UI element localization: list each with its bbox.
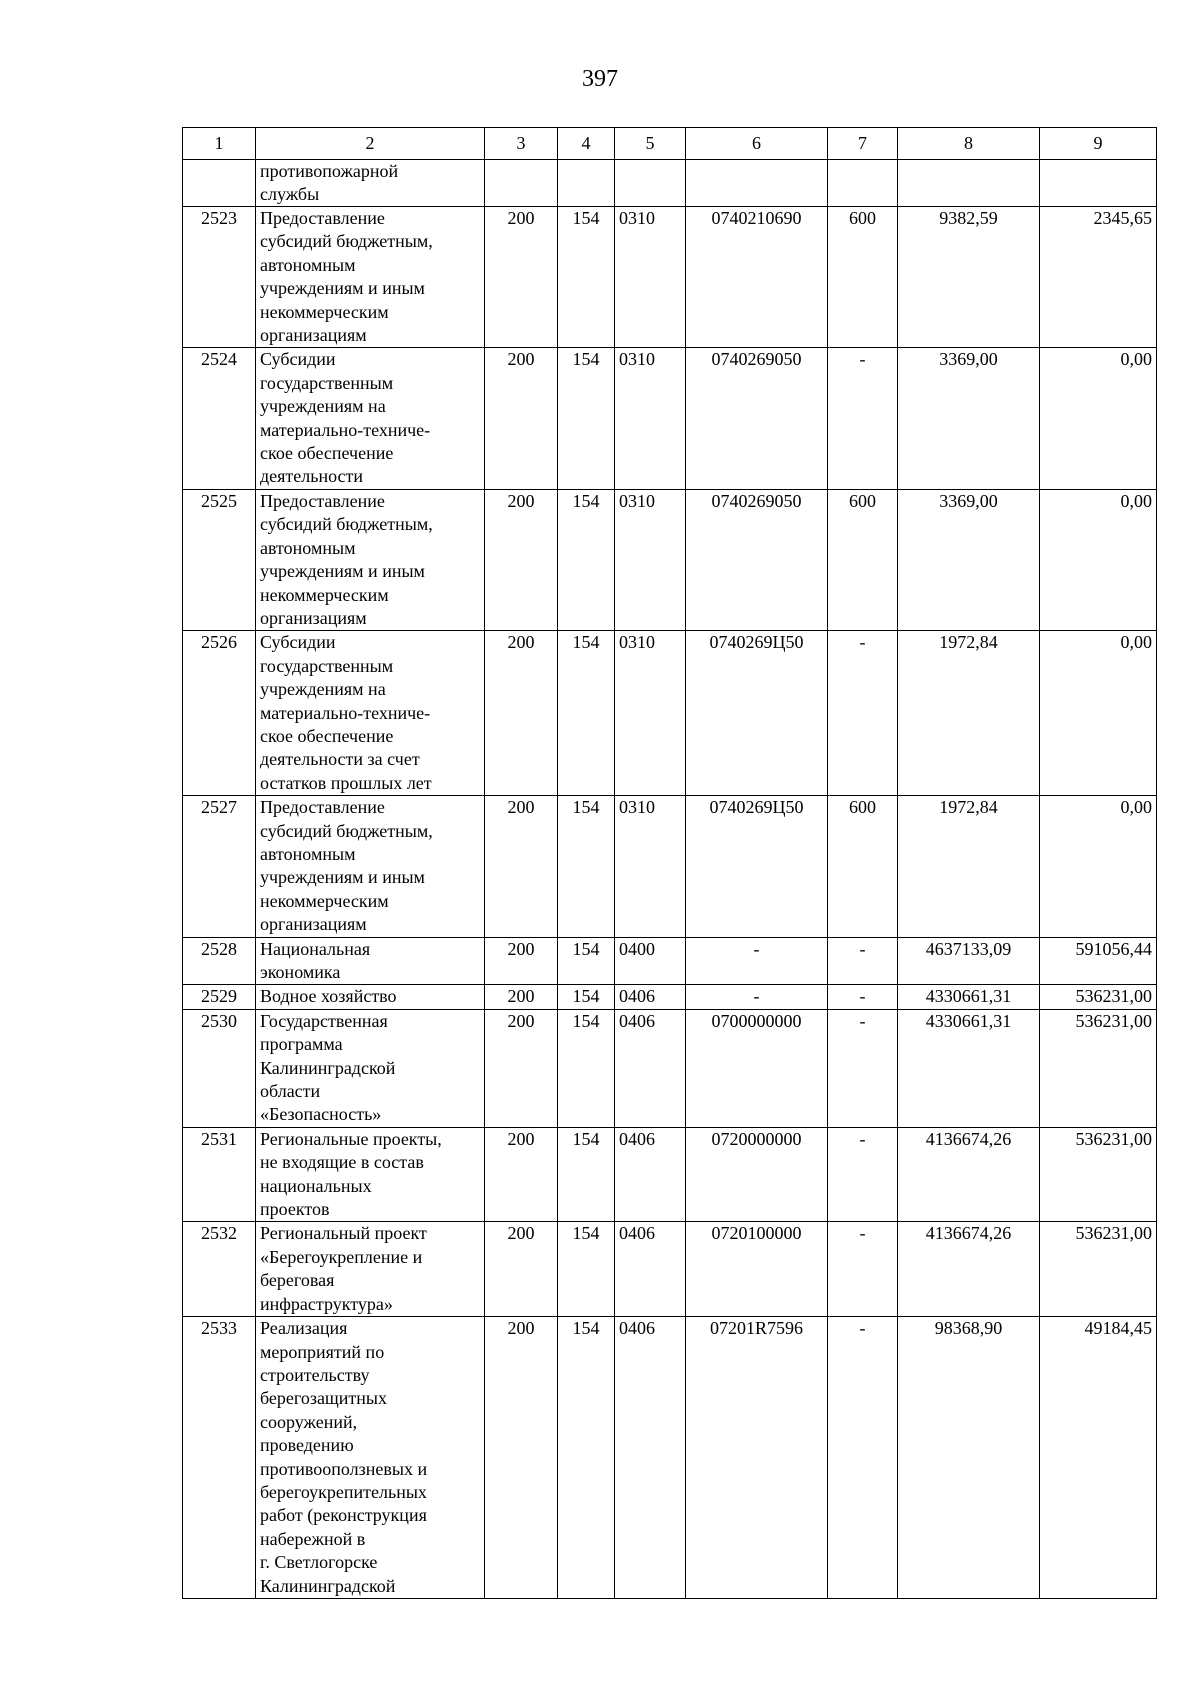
name-line: организациям <box>260 607 367 628</box>
table-row <box>183 489 1157 630</box>
name-line: организациям <box>260 325 367 346</box>
name-line: Субсидии <box>260 349 336 370</box>
row-number-cell: 2526 <box>183 631 256 796</box>
name-line: строительству <box>260 1364 370 1385</box>
name-line: субсидий бюджетным, <box>260 820 433 841</box>
name-line: автономным <box>260 843 356 864</box>
header-cell: 2 <box>256 128 485 160</box>
cell-col3: 200 <box>485 985 558 1009</box>
cell-col3: 200 <box>485 1317 558 1599</box>
cell-col3: 200 <box>485 631 558 796</box>
table-row <box>183 348 1157 489</box>
name-line: деятельности за счет <box>260 749 420 770</box>
cell-col3: 200 <box>485 1222 558 1317</box>
name-line: учреждениям и иным <box>260 278 425 299</box>
header-row <box>183 128 1157 160</box>
cell-col8: 4136674,26 <box>898 1222 1040 1317</box>
cell-col4: 154 <box>558 1317 615 1599</box>
cell-col8: 4330661,31 <box>898 1009 1040 1127</box>
row-number-cell: 2530 <box>183 1009 256 1127</box>
cell-col8: 1972,84 <box>898 631 1040 796</box>
cell-col5: 0406 <box>615 985 686 1009</box>
cell-col5: 0310 <box>615 631 686 796</box>
cell-col6: 0700000000 <box>686 1009 828 1127</box>
header-cell: 3 <box>485 128 558 160</box>
name-line: противопожарной <box>260 161 399 181</box>
cell-col9: 49184,45 <box>1040 1317 1157 1599</box>
name-line: Национальная <box>260 938 371 959</box>
row-number-cell: 2531 <box>183 1127 256 1222</box>
header-cell: 9 <box>1040 128 1157 160</box>
name-line: экономика <box>260 962 341 982</box>
name-line: набережной в <box>260 1528 366 1549</box>
cell-col6: - <box>686 985 828 1009</box>
cell-col9: 536231,00 <box>1040 1009 1157 1127</box>
name-line: программа <box>260 1034 343 1055</box>
cell-col5: 0406 <box>615 1009 686 1127</box>
name-line: материально-техниче- <box>260 702 431 723</box>
name-line: автономным <box>260 254 356 275</box>
row-name-cell <box>256 489 485 630</box>
table-row <box>183 985 1157 1009</box>
row-name-cell <box>256 1222 485 1317</box>
cell-col7: - <box>828 1127 898 1222</box>
name-line: национальных <box>260 1175 372 1196</box>
name-line: некоммерческим <box>260 890 389 911</box>
name-line: деятельности <box>260 466 364 487</box>
name-line: противооползневых и <box>260 1458 428 1479</box>
cell-col5 <box>615 160 686 207</box>
cell-col4: 154 <box>558 489 615 630</box>
name-line: Государственная <box>260 1010 388 1031</box>
cell-col9: 0,00 <box>1040 489 1157 630</box>
cell-col4 <box>558 160 615 207</box>
cell-col7: 600 <box>828 489 898 630</box>
name-line: остатков прошлых лет <box>260 772 432 793</box>
row-number-cell: 2529 <box>183 985 256 1009</box>
cell-col5: 0310 <box>615 348 686 489</box>
row-number-cell: 2528 <box>183 937 256 985</box>
table-row <box>183 1222 1157 1317</box>
cell-col7: 600 <box>828 207 898 348</box>
cell-col8: 3369,00 <box>898 489 1040 630</box>
name-line: некоммерческим <box>260 584 389 605</box>
name-line: «Берегоукрепление и <box>260 1246 423 1267</box>
name-line: некоммерческим <box>260 301 389 322</box>
header-cell: 6 <box>686 128 828 160</box>
cell-col5: 0406 <box>615 1222 686 1317</box>
row-number-cell: 2524 <box>183 348 256 489</box>
cell-col5: 0310 <box>615 207 686 348</box>
cell-col6: 0740269Ц50 <box>686 631 828 796</box>
table-row <box>183 1317 1157 1599</box>
name-line: Калининградской <box>260 1057 396 1078</box>
cell-col9: 0,00 <box>1040 796 1157 937</box>
cell-col6: 0740269050 <box>686 348 828 489</box>
name-line: Субсидии <box>260 632 336 653</box>
name-line: государственным <box>260 372 394 393</box>
cell-col7: - <box>828 631 898 796</box>
cell-col7: - <box>828 1009 898 1127</box>
name-line: автономным <box>260 537 356 558</box>
row-number-cell <box>183 160 256 207</box>
cell-col5: 0406 <box>615 1317 686 1599</box>
name-line: берегоукрепительных <box>260 1481 427 1502</box>
cell-col6: 07201R7596 <box>686 1317 828 1599</box>
row-name-cell <box>256 348 485 489</box>
cell-col4: 154 <box>558 937 615 985</box>
table-row <box>183 631 1157 796</box>
row-number-cell: 2533 <box>183 1317 256 1599</box>
cell-col8: 98368,90 <box>898 1317 1040 1599</box>
cell-col6: 0740269Ц50 <box>686 796 828 937</box>
name-line: Региональный проект <box>260 1223 427 1244</box>
row-name-cell <box>256 985 485 1009</box>
cell-col7: - <box>828 348 898 489</box>
header-cell: 4 <box>558 128 615 160</box>
row-name-cell <box>256 796 485 937</box>
name-line: учреждениям и иным <box>260 867 425 888</box>
name-line: Региональные проекты, <box>260 1128 442 1149</box>
name-line: Предоставление <box>260 797 385 818</box>
cell-col9: 0,00 <box>1040 348 1157 489</box>
table-row <box>183 207 1157 348</box>
cell-col8: 3369,00 <box>898 348 1040 489</box>
row-number-cell: 2527 <box>183 796 256 937</box>
cell-col6: 0740210690 <box>686 207 828 348</box>
name-line: Реализация <box>260 1318 348 1339</box>
name-line: области <box>260 1081 321 1102</box>
cell-col7: - <box>828 1222 898 1317</box>
name-line: ское обеспечение <box>260 443 394 464</box>
table-row <box>183 937 1157 985</box>
name-line: инфраструктура» <box>260 1293 393 1314</box>
row-name-cell <box>256 160 485 207</box>
name-line: проведению <box>260 1435 354 1456</box>
cell-col3: 200 <box>485 348 558 489</box>
name-line: организациям <box>260 914 367 935</box>
cell-col3 <box>485 160 558 207</box>
cell-col7: - <box>828 985 898 1009</box>
row-number-cell: 2523 <box>183 207 256 348</box>
cell-col4: 154 <box>558 207 615 348</box>
name-line: Предоставление <box>260 208 385 228</box>
cell-col3: 200 <box>485 937 558 985</box>
cell-col8: 4136674,26 <box>898 1127 1040 1222</box>
cell-col3: 200 <box>485 796 558 937</box>
cell-col6: 0720000000 <box>686 1127 828 1222</box>
header-cell: 1 <box>183 128 256 160</box>
name-line: учреждениям и иным <box>260 561 425 582</box>
name-line: материально-техниче- <box>260 419 431 440</box>
cell-col8: 4637133,09 <box>898 937 1040 985</box>
cell-col3: 200 <box>485 1009 558 1127</box>
cell-col9: 2345,65 <box>1040 207 1157 348</box>
header-cell: 8 <box>898 128 1040 160</box>
name-line: береговая <box>260 1270 335 1291</box>
cell-col3: 200 <box>485 207 558 348</box>
cell-col4: 154 <box>558 631 615 796</box>
cell-col7: - <box>828 937 898 985</box>
cell-col8: 4330661,31 <box>898 985 1040 1009</box>
name-line: ское обеспечение <box>260 725 394 746</box>
cell-col6: 0720100000 <box>686 1222 828 1317</box>
name-line: государственным <box>260 655 394 676</box>
cell-col5: 0310 <box>615 489 686 630</box>
cell-col5: 0400 <box>615 937 686 985</box>
row-name-cell <box>256 1317 485 1599</box>
cell-col7: - <box>828 1317 898 1599</box>
cell-col9: 536231,00 <box>1040 985 1157 1009</box>
name-line: Предоставление <box>260 490 385 511</box>
name-line: учреждениям на <box>260 396 386 417</box>
cell-col9: 0,00 <box>1040 631 1157 796</box>
cell-col7: 600 <box>828 796 898 937</box>
name-line: работ (реконструкция <box>260 1505 427 1526</box>
row-name-cell <box>256 1127 485 1222</box>
cell-col9: 591056,44 <box>1040 937 1157 985</box>
cell-col7 <box>828 160 898 207</box>
cell-col4: 154 <box>558 1222 615 1317</box>
cell-col5: 0406 <box>615 1127 686 1222</box>
cell-col4: 154 <box>558 1127 615 1222</box>
name-line: проектов <box>260 1199 330 1220</box>
name-line: Калининградской <box>260 1575 396 1596</box>
cell-col3: 200 <box>485 489 558 630</box>
page-number: 397 <box>582 66 618 92</box>
name-line: г. Светлогорске <box>260 1552 378 1573</box>
header-cell: 5 <box>615 128 686 160</box>
row-name-cell <box>256 207 485 348</box>
name-line: субсидий бюджетным, <box>260 231 433 252</box>
table-body <box>183 160 1157 1599</box>
continuation-row <box>183 160 1157 207</box>
cell-col8: 9382,59 <box>898 207 1040 348</box>
row-name-cell <box>256 1009 485 1127</box>
name-line: субсидий бюджетным, <box>260 514 433 535</box>
name-line: не входящие в состав <box>260 1152 424 1173</box>
row-number-cell: 2525 <box>183 489 256 630</box>
table-row <box>183 1009 1157 1127</box>
row-name-cell <box>256 937 485 985</box>
name-line: «Безопасность» <box>260 1104 382 1125</box>
table-row <box>183 1127 1157 1222</box>
row-number-cell: 2532 <box>183 1222 256 1317</box>
cell-col6 <box>686 160 828 207</box>
cell-col4: 154 <box>558 1009 615 1127</box>
name-line: учреждениям на <box>260 679 386 700</box>
cell-col3: 200 <box>485 1127 558 1222</box>
cell-col4: 154 <box>558 985 615 1009</box>
header-cell: 7 <box>828 128 898 160</box>
cell-col6: - <box>686 937 828 985</box>
table-row <box>183 796 1157 937</box>
name-line: мероприятий по <box>260 1341 385 1362</box>
cell-col9 <box>1040 160 1157 207</box>
cell-col8: 1972,84 <box>898 796 1040 937</box>
name-line: сооружений, <box>260 1411 358 1432</box>
cell-col4: 154 <box>558 348 615 489</box>
cell-col6: 0740269050 <box>686 489 828 630</box>
name-line: службы <box>260 184 320 204</box>
cell-col9: 536231,00 <box>1040 1222 1157 1317</box>
budget-table <box>182 127 1157 1599</box>
name-line: Водное хозяйство <box>260 986 397 1007</box>
cell-col4: 154 <box>558 796 615 937</box>
cell-col8 <box>898 160 1040 207</box>
cell-col9: 536231,00 <box>1040 1127 1157 1222</box>
row-name-cell <box>256 631 485 796</box>
cell-col5: 0310 <box>615 796 686 937</box>
name-line: берегозащитных <box>260 1388 388 1409</box>
